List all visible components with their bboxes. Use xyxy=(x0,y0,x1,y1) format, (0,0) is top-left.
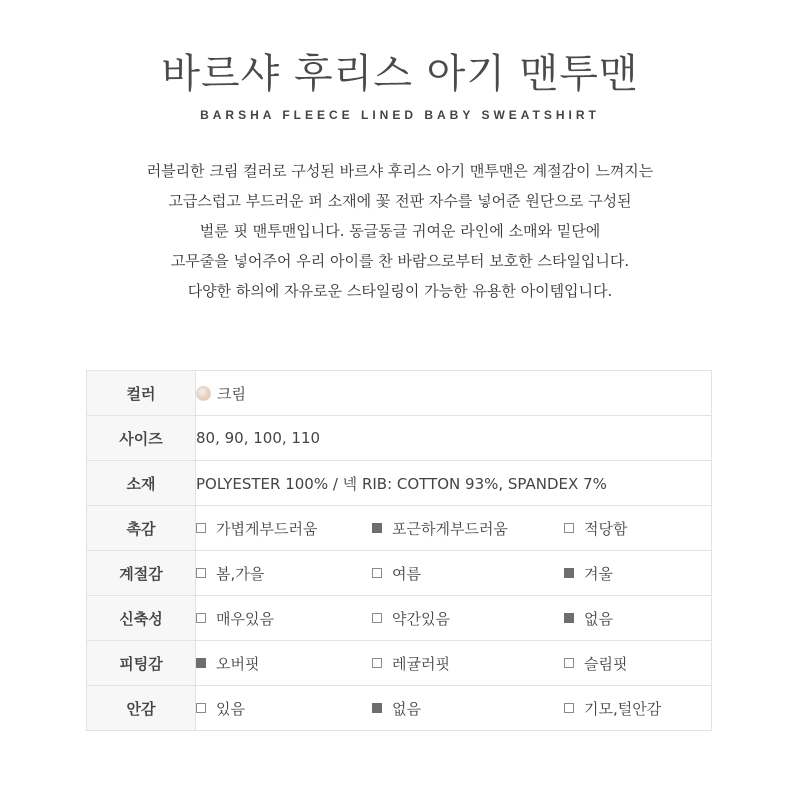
checkbox-icon xyxy=(196,658,206,668)
option-choice xyxy=(196,518,372,539)
spec-row-size xyxy=(87,416,712,461)
spec-options xyxy=(196,596,712,641)
checkbox-icon xyxy=(372,523,382,533)
spec-label: 신축성 xyxy=(87,596,196,641)
spec-row-option xyxy=(87,551,712,596)
spec-label: 계절감 xyxy=(87,551,196,596)
spec-table xyxy=(86,370,712,731)
option-choice xyxy=(372,563,564,584)
spec-value-color xyxy=(196,371,712,416)
spec-value-material: POLYESTER 100% / 넥 RIB: COTTON 93%, SPANDEX 7% xyxy=(196,461,712,506)
checkbox-icon xyxy=(372,658,382,668)
option-choice xyxy=(196,563,372,584)
checkbox-icon xyxy=(372,613,382,623)
option-choice xyxy=(564,653,627,674)
spec-row-option xyxy=(87,506,712,551)
spec-row-option xyxy=(87,596,712,641)
checkbox-icon xyxy=(372,703,382,713)
description-line: 벌룬 핏 맨투맨입니다. 동글동글 귀여운 라인에 소매와 밑단에 xyxy=(199,222,601,240)
option-label: 가볍게부드러움 xyxy=(216,519,318,538)
description-line: 다양한 하의에 자유로운 스타일링이 가능한 유용한 아이템입니다. xyxy=(187,282,613,300)
option-choice xyxy=(372,518,564,539)
option-label: 오버핏 xyxy=(216,654,260,673)
spec-label: 안감 xyxy=(87,686,196,731)
option-label: 여름 xyxy=(392,564,421,583)
option-label: 있음 xyxy=(216,699,245,718)
product-subtitle: BARSHA FLEECE LINED BABY SWEATSHIRT xyxy=(200,108,600,122)
option-label: 약간있음 xyxy=(392,609,450,628)
option-choice xyxy=(564,698,661,719)
checkbox-icon xyxy=(564,568,574,578)
spec-options xyxy=(196,551,712,596)
checkbox-icon xyxy=(196,523,206,533)
description-line: 고급스럽고 부드러운 퍼 소재에 꽃 전판 자수를 넣어준 원단으로 구성된 xyxy=(168,192,632,210)
option-label: 봄,가을 xyxy=(216,564,265,583)
color-name: 크림 xyxy=(217,384,246,403)
option-label: 없음 xyxy=(392,699,421,718)
checkbox-icon xyxy=(564,658,574,668)
description-line: 러블리한 크림 컬러로 구성된 바르샤 후리스 아기 맨투맨은 계절감이 느껴지는 xyxy=(146,162,654,180)
checkbox-icon xyxy=(564,703,574,713)
checkbox-icon xyxy=(196,613,206,623)
option-choice xyxy=(564,563,613,584)
option-choice xyxy=(196,698,372,719)
spec-row-option xyxy=(87,686,712,731)
option-label: 없음 xyxy=(584,609,613,628)
option-label: 기모,털안감 xyxy=(584,699,662,718)
option-label: 슬림핏 xyxy=(584,654,628,673)
checkbox-icon xyxy=(196,568,206,578)
option-label: 적당함 xyxy=(584,519,628,538)
spec-label: 소재 xyxy=(87,461,196,506)
checkbox-icon xyxy=(196,703,206,713)
spec-row-color xyxy=(87,371,712,416)
spec-value-size: 80, 90, 100, 110 xyxy=(196,416,712,461)
spec-label: 촉감 xyxy=(87,506,196,551)
description-line: 고무줄을 넣어주어 우리 아이를 찬 바람으로부터 보호한 스타일입니다. xyxy=(170,252,630,270)
checkbox-icon xyxy=(564,523,574,533)
option-choice xyxy=(372,608,564,629)
product-title: 바르샤 후리스 아기 맨투맨 xyxy=(161,51,639,97)
spec-label: 컬러 xyxy=(87,371,196,416)
option-choice xyxy=(196,608,372,629)
option-label: 포근하게부드러움 xyxy=(392,519,508,538)
option-choice xyxy=(564,608,613,629)
option-choice xyxy=(372,698,564,719)
spec-options xyxy=(196,641,712,686)
color-swatch-icon xyxy=(196,386,211,401)
spec-row-material xyxy=(87,461,712,506)
checkbox-icon xyxy=(564,613,574,623)
option-choice xyxy=(564,518,627,539)
spec-label: 피팅감 xyxy=(87,641,196,686)
option-choice xyxy=(372,653,564,674)
product-description xyxy=(0,156,800,306)
spec-options xyxy=(196,506,712,551)
option-label: 겨울 xyxy=(584,564,613,583)
spec-row-option xyxy=(87,641,712,686)
spec-label: 사이즈 xyxy=(87,416,196,461)
option-label: 레귤러핏 xyxy=(392,654,450,673)
spec-options xyxy=(196,686,712,731)
checkbox-icon xyxy=(372,568,382,578)
option-label: 매우있음 xyxy=(216,609,274,628)
option-choice xyxy=(196,653,372,674)
